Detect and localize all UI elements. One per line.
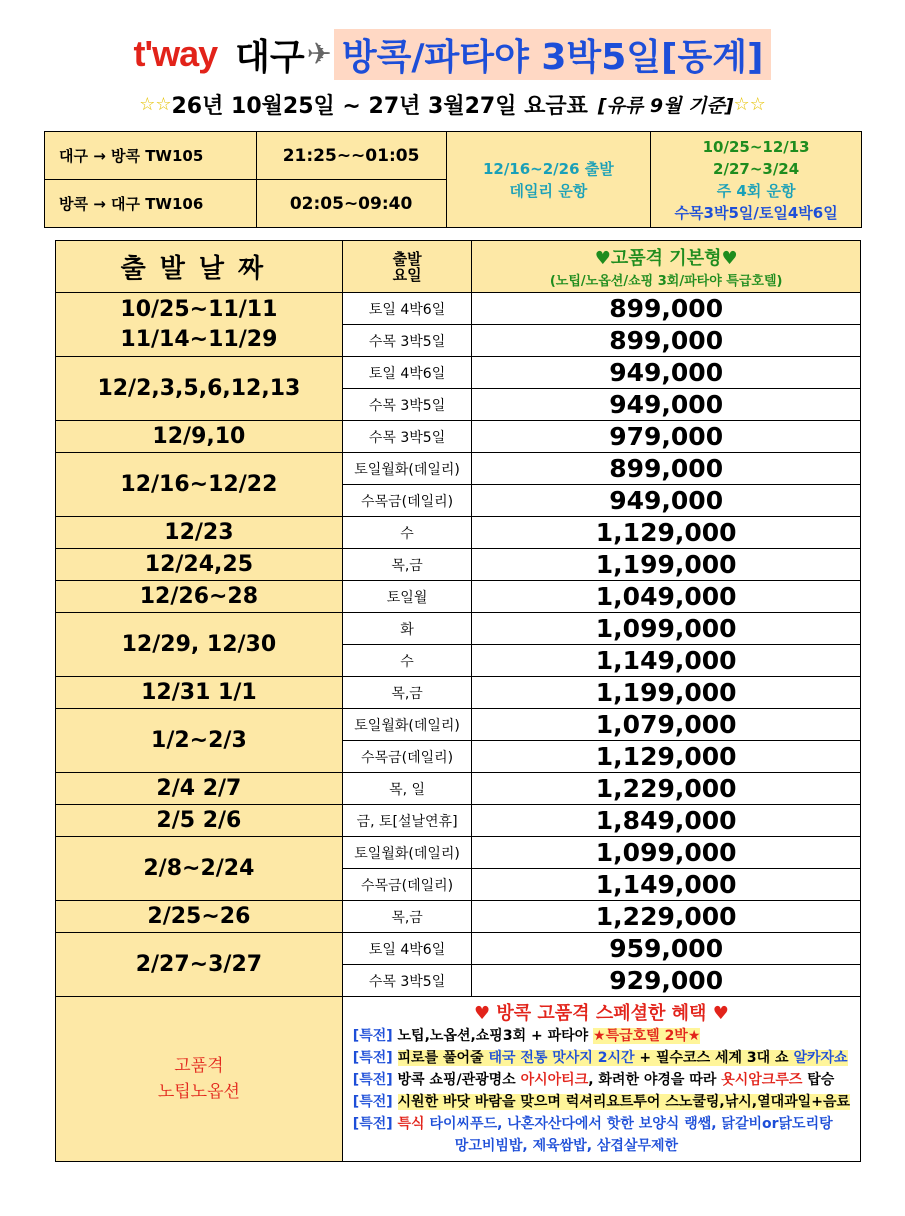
- price: 1,199,000: [472, 549, 861, 581]
- flight-info-table: [44, 131, 862, 228]
- price: 1,229,000: [472, 901, 861, 933]
- benefit-text: 피로를 풀어줄: [397, 1050, 489, 1066]
- benefit-text: , 화려한 야경을 따라: [588, 1072, 722, 1088]
- price: 1,049,000: [472, 581, 861, 613]
- benefit-text: 타이씨푸드, 나혼자산다에서 핫한 보양식 랭쌥, 닭갈비or닭도리탕: [424, 1116, 833, 1132]
- departure-day: 토일 4박6일: [342, 357, 472, 389]
- price: 899,000: [472, 325, 861, 357]
- benefit-label-line2: 노팁노옵션: [157, 1082, 240, 1102]
- header-dow-line1: 출발: [392, 249, 422, 268]
- departure-date: 12/23: [56, 517, 343, 549]
- departure-day: 수목금(데일리): [342, 485, 472, 517]
- departure-day: 토일월: [342, 581, 472, 613]
- header-departure-date: 출발날짜: [56, 241, 343, 293]
- departure-date: 2/8~2/24: [56, 837, 343, 901]
- table-row: [56, 805, 861, 837]
- price: 1,079,000: [472, 709, 861, 741]
- table-row: [56, 709, 861, 741]
- departure-date: 2/4 2/7: [56, 773, 343, 805]
- departure-day: 화: [342, 613, 472, 645]
- benefit-tag: [특전]: [352, 1072, 393, 1088]
- departure-day: 수목 3박5일: [342, 389, 472, 421]
- price: 1,149,000: [472, 869, 861, 901]
- departure-day: 수목금(데일리): [342, 741, 472, 773]
- table-row: [56, 933, 861, 965]
- benefit-content: [342, 997, 860, 1162]
- departure-day: 수목 3박5일: [342, 965, 472, 997]
- table-row: [56, 773, 861, 805]
- title-row: [0, 26, 905, 82]
- departure-day: 수: [342, 645, 472, 677]
- header-price-title: ♥고품격 기본형♥: [594, 248, 738, 269]
- departure-date: 12/16~12/22: [56, 453, 343, 517]
- header-price: [472, 241, 861, 293]
- daily-schedule: [446, 132, 651, 228]
- outbound-route: 대구 → 방콕 TW105: [45, 132, 257, 180]
- benefit-item: [353, 1091, 850, 1113]
- benefit-item: [353, 1069, 850, 1091]
- table-row: [56, 613, 861, 645]
- benefit-text: + 필수코스 세계 3대 쇼: [634, 1050, 794, 1066]
- departure-day: 목,금: [342, 901, 472, 933]
- departure-day: 수목금(데일리): [342, 869, 472, 901]
- benefit-highlight: 태국 전통 맛사지 2시간: [488, 1050, 635, 1066]
- departure-day: 토일 4박6일: [342, 933, 472, 965]
- departure-day: 목,금: [342, 677, 472, 709]
- table-row: [56, 901, 861, 933]
- departure-date: 12/24,25: [56, 549, 343, 581]
- price: 1,229,000: [472, 773, 861, 805]
- table-row: [56, 837, 861, 869]
- departure-day: 토일월화(데일리): [342, 837, 472, 869]
- departure-day: 목,금: [342, 549, 472, 581]
- departure-date: 12/2,3,5,6,12,13: [56, 357, 343, 421]
- tway-logo: t'way: [133, 33, 218, 74]
- subtitle-row: [0, 88, 905, 120]
- return-route: 방콕 → 대구 TW106: [45, 180, 257, 228]
- price: 1,099,000: [472, 837, 861, 869]
- benefit-label-line1: 고품격: [174, 1056, 224, 1076]
- benefit-text: 시원한 바닷 바람을 맞으며 럭셔리요트투어 스노쿨링,낚시,열대과일+음료: [397, 1094, 850, 1110]
- departure-day: 금, 토[설날연휴]: [342, 805, 472, 837]
- star-icon: ☆☆: [733, 93, 766, 115]
- price: 1,099,000: [472, 613, 861, 645]
- departure-date: 12/9,10: [56, 421, 343, 453]
- benefit-highlight: 알카자쇼: [793, 1050, 848, 1066]
- benefit-item-continued: 망고비빔밥, 제육쌈밥, 삼겹살무제한: [454, 1138, 679, 1154]
- price-table-body: [56, 293, 861, 997]
- table-row: [56, 517, 861, 549]
- benefit-highlight: 아시아티크: [520, 1072, 589, 1088]
- period-text: 26년 10월25일 ~ 27년 3월27일 요금표: [171, 93, 588, 119]
- price: 899,000: [472, 293, 861, 325]
- table-row: [56, 293, 861, 325]
- daily-period: 12/16~2/26 출발: [482, 159, 614, 178]
- price: 949,000: [472, 485, 861, 517]
- price: 929,000: [472, 965, 861, 997]
- weekly-text: 주 4회 운항: [716, 181, 796, 200]
- benefit-title: ♥ 방콕 고품격 스페셜한 혜택 ♥: [473, 1003, 729, 1024]
- benefit-tag: [특전]: [352, 1094, 393, 1110]
- departure-date: 2/5 2/6: [56, 805, 343, 837]
- departure-day: 수목 3박5일: [342, 421, 472, 453]
- price: 1,849,000: [472, 805, 861, 837]
- benefit-tag: [특전]: [352, 1116, 393, 1132]
- weekly-schedule: [651, 132, 862, 228]
- price: 1,129,000: [472, 741, 861, 773]
- departure-day: 토일월화(데일리): [342, 709, 472, 741]
- benefit-text: 노팁,노옵션,쇼핑3회 +: [397, 1028, 548, 1044]
- return-time: 02:05~09:40: [256, 180, 446, 228]
- star-icon: ☆☆: [139, 93, 172, 115]
- departure-date: 2/27~3/27: [56, 933, 343, 997]
- header-dow-line2: 요일: [392, 265, 422, 284]
- destination-title: 방콕/파타야 3박5일[동계]: [334, 29, 772, 80]
- benefit-highlight: 욧시암크루즈: [721, 1072, 803, 1088]
- table-row: [56, 357, 861, 389]
- price: 1,149,000: [472, 645, 861, 677]
- outbound-time: 21:25~~01:05: [256, 132, 446, 180]
- table-row: [56, 677, 861, 709]
- departure-date: 12/31 1/1: [56, 677, 343, 709]
- departure-day: 목, 일: [342, 773, 472, 805]
- benefit-item: [353, 1113, 850, 1135]
- price: 959,000: [472, 933, 861, 965]
- benefit-item: [353, 1047, 850, 1069]
- benefit-text: 방콕 쇼핑/관광명소: [397, 1072, 521, 1088]
- price: 979,000: [472, 421, 861, 453]
- departure-day: 수: [342, 517, 472, 549]
- price: 1,199,000: [472, 677, 861, 709]
- weekly-detail: 수목3박5일/토일4박6일: [674, 203, 838, 222]
- header-price-subtitle: (노팁/노옵션/쇼핑 3회/파타야 특급호텔): [549, 274, 783, 289]
- table-row: [56, 581, 861, 613]
- daily-text: 데일리 운항: [509, 181, 588, 200]
- benefit-highlight: 특식: [397, 1116, 425, 1132]
- weekly-period-1: 10/25~12/13: [702, 137, 810, 156]
- table-row: [56, 453, 861, 485]
- departure-date: 10/25~11/11 11/14~11/29: [56, 293, 343, 357]
- table-row: [56, 549, 861, 581]
- price: 899,000: [472, 453, 861, 485]
- departure-date: 12/29, 12/30: [56, 613, 343, 677]
- header-departure-day: [342, 241, 472, 293]
- benefit-highlight: ★특급호텔 2박★: [593, 1028, 701, 1044]
- price: 949,000: [472, 357, 861, 389]
- departure-day: 수목 3박5일: [342, 325, 472, 357]
- benefit-item: [353, 1025, 850, 1047]
- price-table: [55, 240, 861, 1162]
- departure-day: 토일 4박6일: [342, 293, 472, 325]
- departure-date: 12/26~28: [56, 581, 343, 613]
- table-row: [56, 421, 861, 453]
- departure-day: 토일월화(데일리): [342, 453, 472, 485]
- departure-date: 2/25~26: [56, 901, 343, 933]
- benefit-tag: [특전]: [352, 1028, 393, 1044]
- benefit-text: 탑승: [802, 1072, 835, 1088]
- weekly-period-2: 2/27~3/24: [713, 159, 800, 178]
- departure-date: 1/2~2/3: [56, 709, 343, 773]
- benefit-label: [56, 997, 343, 1162]
- price: 949,000: [472, 389, 861, 421]
- price: 1,129,000: [472, 517, 861, 549]
- airplane-icon: ✈: [306, 36, 332, 72]
- benefit-text: 파타야: [547, 1028, 594, 1044]
- origin-city: 대구: [235, 36, 305, 78]
- fuel-note: [유류 9월 기준]: [597, 94, 734, 117]
- benefit-tag: [특전]: [352, 1050, 393, 1066]
